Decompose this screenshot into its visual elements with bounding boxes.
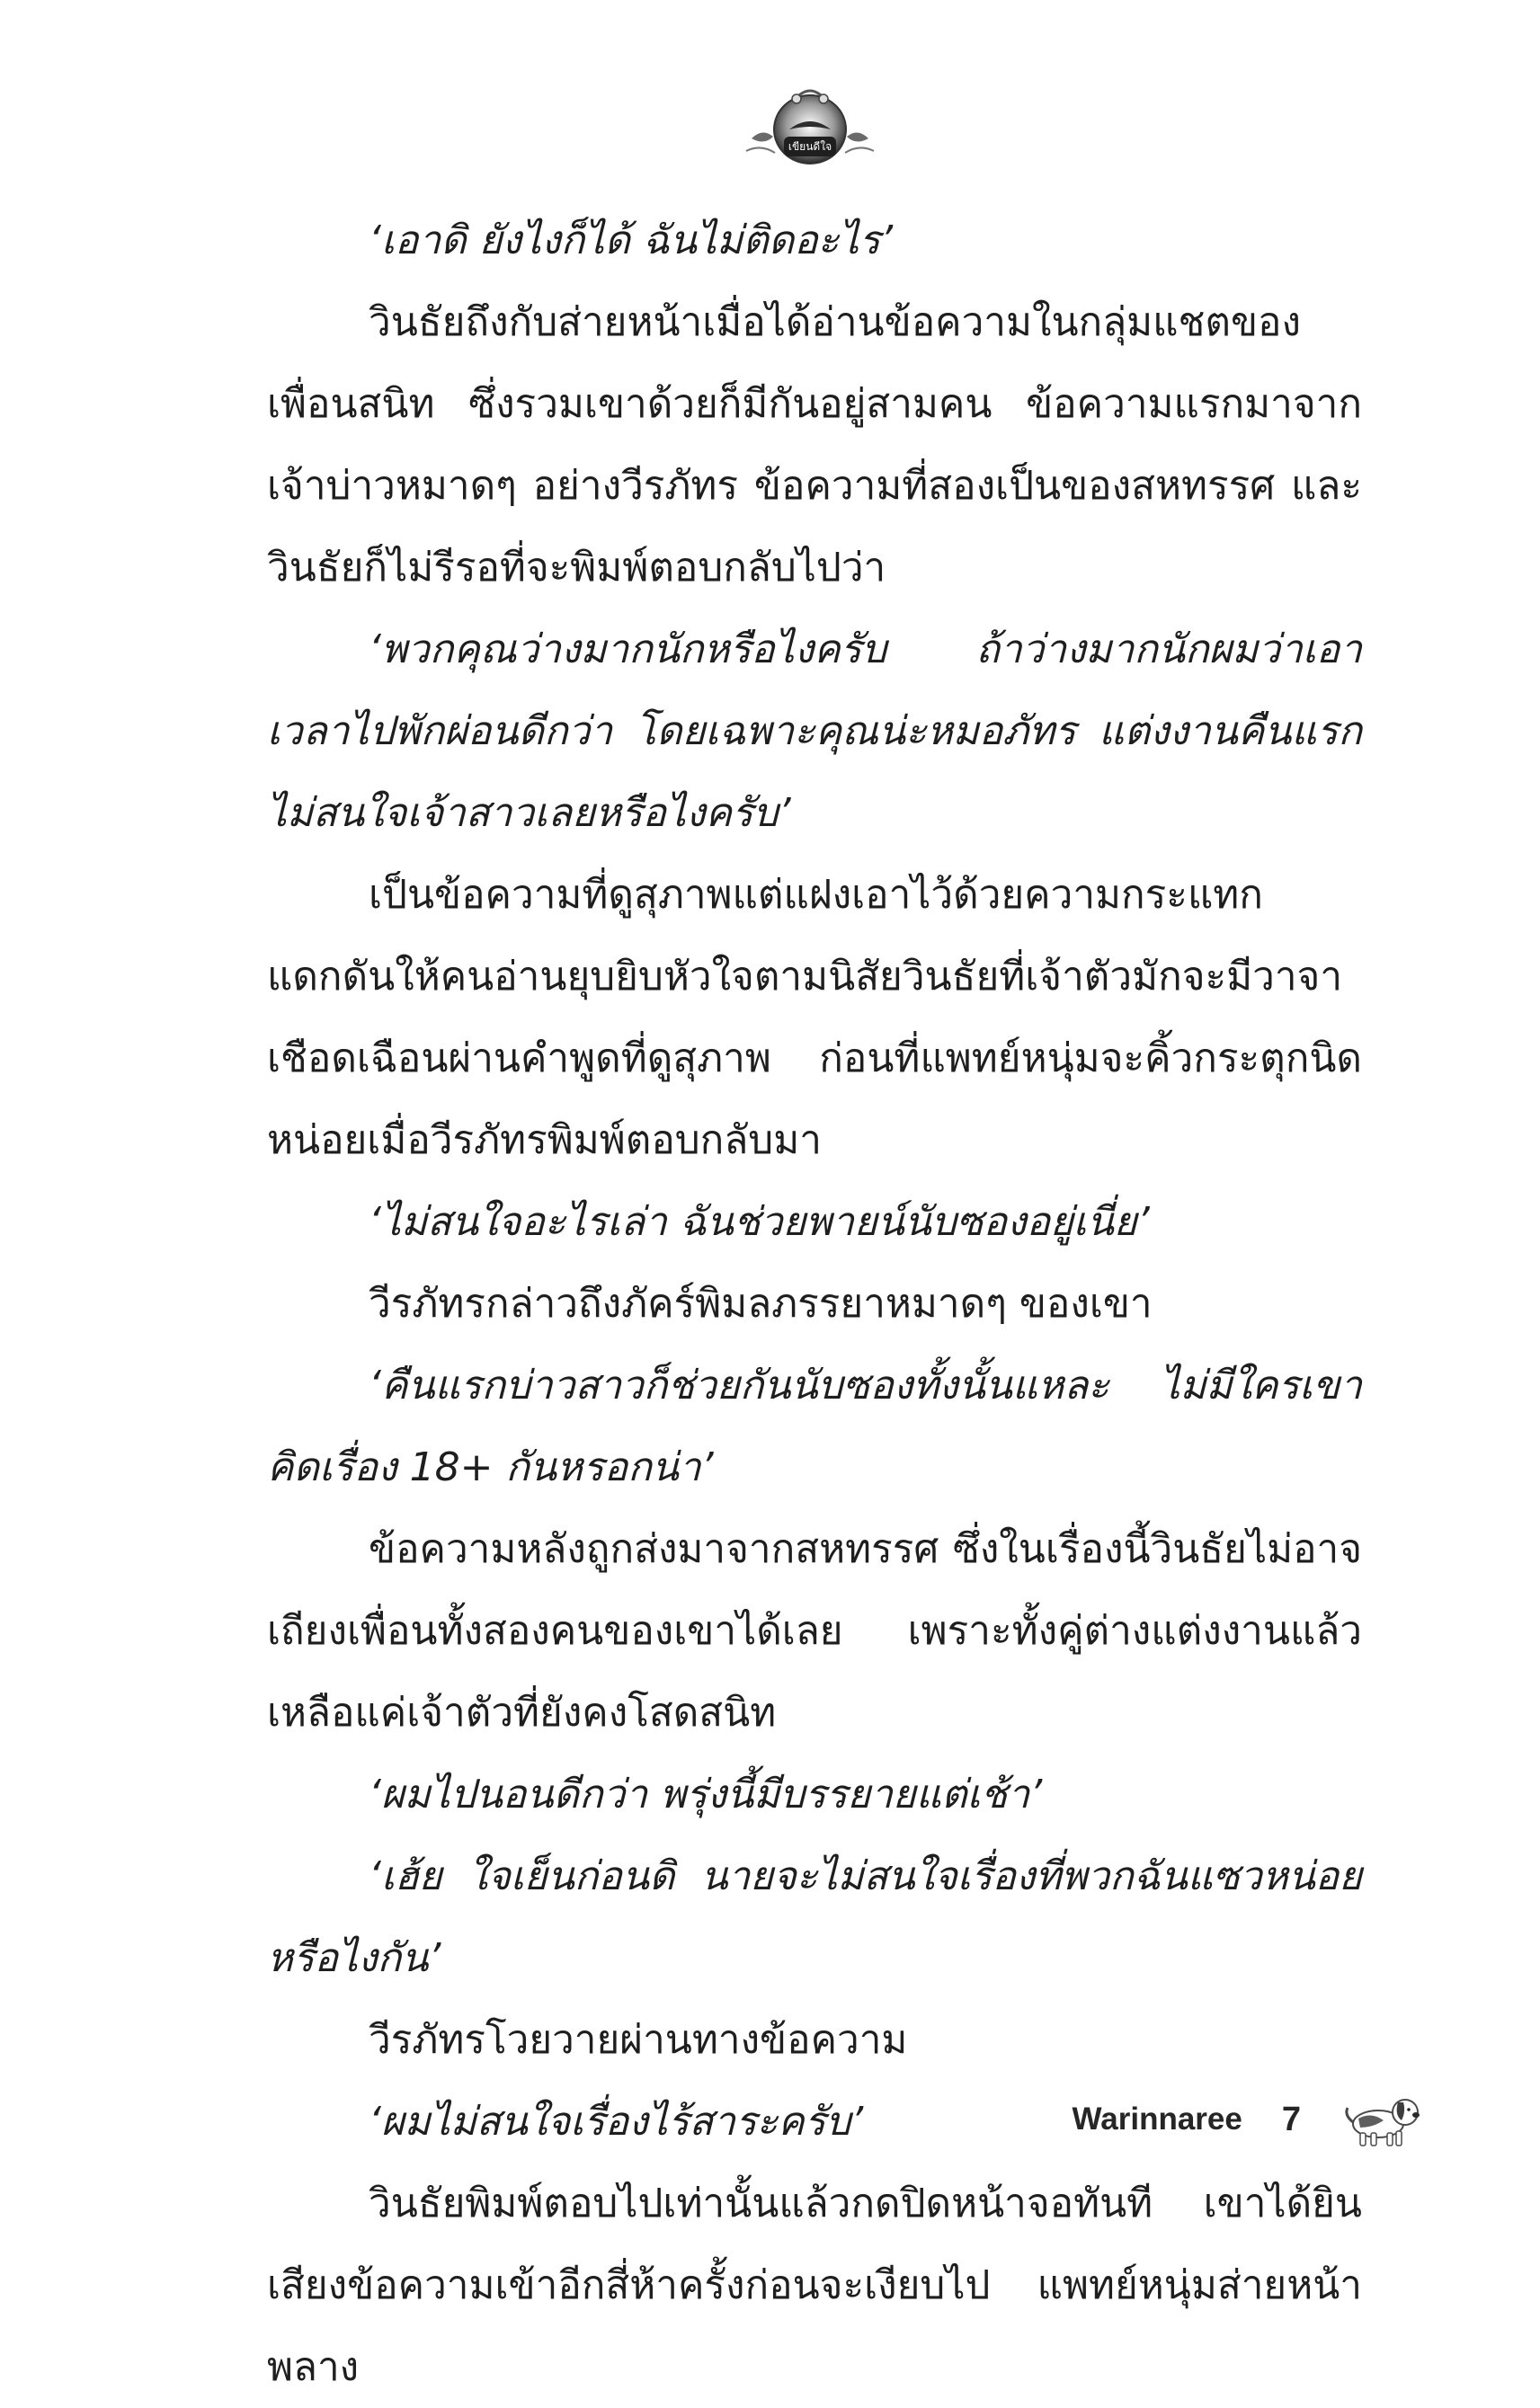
paragraph-narrative: วินธัยถึงกับส่ายหน้าเมื่อได้อ่านข้อความในกลุ่มแชตของเพื่อนสนิท ซึ่งรวมเขาด้วยก็มีกันอยู่สามคน ข้อความแรกมาจากเจ้าบ่าวหมาดๆ อย่างวีรภัทร ข้อความที่สองเป็นของสหทรรศ และวินธัยก็ไม่รีรอที่จะพิมพ์ตอบกลับไปว่า [267,299,1362,591]
paragraph-dialogue: ‘เอาดิ ยังไงก็ได้ ฉันไม่ติดอะไร’ [369,218,894,263]
dog-icon [1340,2088,1423,2151]
paragraph-dialogue: ‘เฮ้ย ใจเย็นก่อนดิ นายจะไม่สนใจเรื่องที่พวกฉันแซวหน่อยหรือไงกัน’ [267,1853,1362,1981]
page-footer [1073,2084,1423,2155]
chapter-text [267,200,1362,2408]
paragraph-dialogue: ‘คืนแรกบ่าวสาวก็ช่วยกันนับซองทั้งนั้นแหละ ไม่มีใครเขาคิดเรื่อง 18+ กันหรอกน่า’ [267,1363,1362,1490]
logo-text: เขียนดีใจ [788,140,832,153]
paragraph-dialogue: ‘พวกคุณว่างมากนักหรือไงครับ ถ้าว่างมากนักผมว่าเอาเวลาไปพักผ่อนดีกว่า โดยเฉพาะคุณน่ะหมอภัทร แต่งงานคืนแรกไม่สนใจเจ้าสาวเลยหรือไงครับ’ [267,626,1362,836]
paragraph-narrative: วีรภัทรโวยวายผ่านทางข้อความ [369,2017,908,2063]
paragraph-narrative: วินธัยพิมพ์ตอบไปเท่านั้นแล้วกดปิดหน้าจอทันที เขาได้ยินเสียงข้อความเข้าอีกสี่ห้าครั้งก่อนจะเงียบไป แพทย์หนุ่มส่ายหน้าพลาง [267,2181,1362,2390]
paragraph-dialogue: ‘ผมไปนอนดีกว่า พรุ่งนี้มีบรรยายแต่เช้า’ [369,1772,1043,1817]
header-logo [743,74,877,173]
paragraph-dialogue: ‘ไม่สนใจอะไรเล่า ฉันช่วยพายน์นับซองอยู่เนี่ย’ [369,1199,1150,1245]
emblem-logo-icon [743,74,877,173]
paragraph-narrative: วีรภัทรกล่าวถึงภัคร์พิมลภรรยาหมาดๆ ของเขา [369,1281,1153,1327]
footer-author: Warinnaree [1072,2101,1242,2137]
page-number: 7 [1281,2100,1301,2138]
paragraph-dialogue: ‘ผมไม่สนใจเรื่องไร้สาระครับ’ [369,2099,864,2145]
paragraph-narrative: ข้อความหลังถูกส่งมาจากสหทรรศ ซึ่งในเรื่องนี้วินธัยไม่อาจเถียงเพื่อนทั้งสองคนของเขาได้เลย เพราะทั้งคู่ต่างแต่งงานแล้ว เหลือแค่เจ้าตัวที่ยังคงโสดสนิท [267,1526,1362,1736]
paragraph-narrative: เป็นข้อความที่ดูสุภาพแต่แฝงเอาไว้ด้วยความกระแทกแดกดันให้คนอ่านยุบยิบหัวใจตามนิสัยวินธัยที่เจ้าตัวมักจะมีวาจาเชือดเฉือนผ่านคำพูดที่ดูสุภาพ ก่อนที่แพทย์หนุ่มจะคิ้วกระตุกนิดหน่อยเมื่อวีรภัทรพิมพ์ตอบกลับมา [267,872,1362,1163]
